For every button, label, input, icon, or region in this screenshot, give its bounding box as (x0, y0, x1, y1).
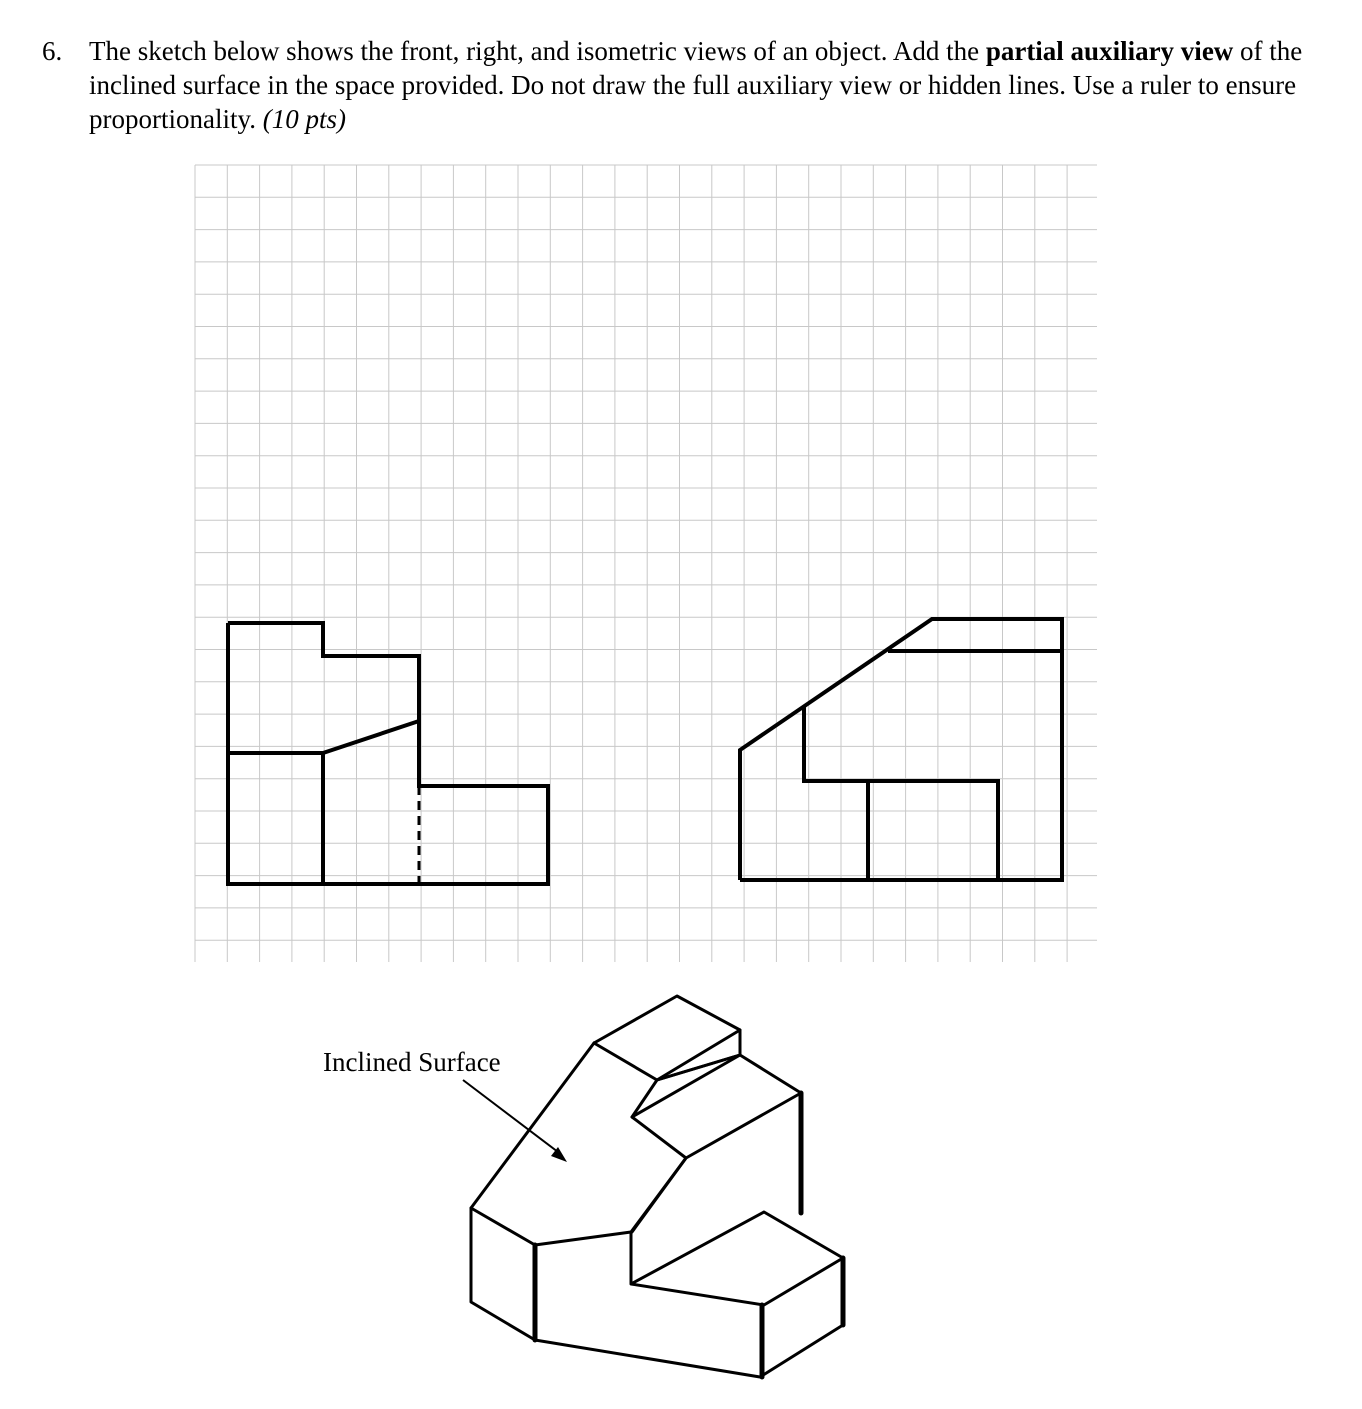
iso-right-wall-top (632, 1158, 686, 1232)
front-view-inclined-edge (323, 721, 419, 753)
question-number: 6. (42, 36, 63, 66)
isometric-view (471, 996, 843, 1377)
iso-top-block-edge (657, 1030, 740, 1080)
iso-step-edge (632, 1055, 740, 1117)
graph-paper-grid[interactable] (195, 165, 1097, 962)
inclined-surface-label: Inclined Surface (323, 1047, 501, 1077)
question-text-part1: The sketch below shows the front, right, and isometric views of an object. Add the (89, 36, 986, 66)
callout-leader-line (463, 1080, 558, 1152)
right-view-notch (804, 706, 998, 880)
right-view-outline (740, 619, 1062, 880)
question-points: (10 pts) (262, 104, 346, 134)
question-text-part2: of the inclined surface in the space provided. Do not draw the full auxiliary view or hidden lines. Use a ruler to ensure proportionality. (89, 36, 1303, 134)
iso-inclined-surface (471, 1043, 801, 1245)
iso-lower-step (631, 1212, 843, 1305)
right-view (740, 619, 1062, 880)
front-view (228, 623, 548, 884)
question-bold-phrase: partial auxiliary view (985, 36, 1234, 66)
